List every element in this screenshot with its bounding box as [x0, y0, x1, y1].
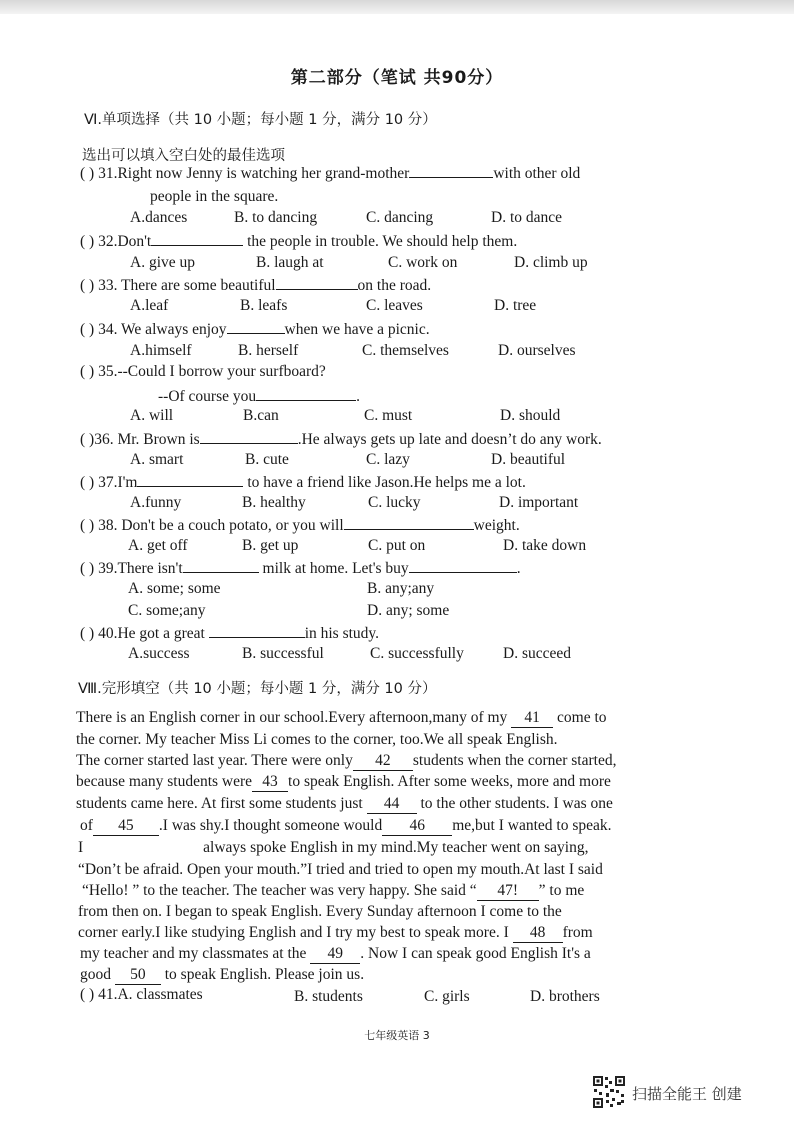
option-b: B. cute: [245, 451, 289, 468]
option-c: C. successfully: [370, 645, 464, 662]
answer-blank: [183, 558, 259, 573]
passage-line: of 45 .I was shy.I thought someone would 46 me,but I wanted to speak.: [80, 817, 612, 834]
blank-number: 41: [511, 709, 553, 728]
option-d: D. important: [499, 494, 579, 511]
option-a: A. smart: [130, 451, 184, 468]
option-c: C. lucky: [368, 494, 421, 511]
question-31-continuation: people in the square.: [150, 188, 279, 205]
option-d: D. any; some: [367, 602, 450, 619]
blank-number: 42: [353, 752, 413, 771]
passage-line: good 50 to speak English. Please join us.: [80, 966, 365, 983]
option-c: C. work on: [388, 254, 458, 271]
question-41: ( ) 41.A. classmates: [80, 986, 203, 1003]
question-35: ( ) 35.--Could I borrow your surfboard?: [80, 363, 326, 380]
passage-line: “Hello! ” to the teacher. The teacher was very happy. She said “ 47! ” to me: [82, 882, 585, 899]
option-c: C. leaves: [366, 297, 423, 314]
question-34: ( ) 34. We always enjoy when we have a picnic.: [80, 321, 430, 338]
option-c: C. dancing: [366, 209, 434, 226]
option-a: A.funny: [130, 494, 182, 511]
answer-blank: [409, 558, 517, 573]
passage-line: the corner. My teacher Miss Li comes to the corner, too.We all speak English.: [76, 731, 558, 748]
option-d: D. should: [500, 407, 561, 424]
option-d: D. beautiful: [491, 451, 566, 468]
question-33: ( ) 33. There are some beautiful on the road.: [80, 277, 432, 294]
answer-blank: [200, 429, 298, 444]
question-37: ( ) 37.I'm to have a friend like Jason.He helps me a lot.: [80, 474, 526, 491]
answer-blank: [227, 319, 285, 334]
scan-top-edge: [0, 0, 794, 14]
option-c: C. themselves: [362, 342, 449, 359]
option-d: D. climb up: [514, 254, 588, 271]
question-31: ( ) 31.Right now Jenny is watching her grand-mother with other old: [80, 165, 581, 182]
option-b: B. laugh at: [256, 254, 324, 271]
passage-line: The corner started last year. There were only 42 students when the corner started,: [76, 752, 617, 769]
option-c: C. some;any: [128, 602, 206, 619]
passage-line: “Don’t be afraid. Open your mouth.”I tried and tried to open my mouth.At last I said: [78, 861, 603, 878]
option-c: C. lazy: [366, 451, 410, 468]
answer-blank: [151, 231, 243, 246]
option-a: A.himself: [130, 342, 192, 359]
blank-number: 46: [382, 817, 452, 836]
option-b: B.can: [243, 407, 279, 424]
question-38: ( ) 38. Don't be a couch potato, or you will weight.: [80, 517, 520, 534]
option-d: D. ourselves: [498, 342, 576, 359]
option-b: B. successful: [242, 645, 324, 662]
passage-line: corner early.I like studying English and I try my best to speak more. I 48 from: [78, 924, 593, 941]
option-a: A.leaf: [130, 297, 169, 314]
answer-blank: [209, 623, 305, 638]
blank-number: 45: [93, 817, 159, 836]
option-b: B. get up: [242, 537, 299, 554]
page-title: 第二部分（笔试 共90分）: [290, 68, 504, 88]
option-b: B. students: [294, 988, 363, 1005]
option-a: A. get off: [128, 537, 188, 554]
passage-line: because many students were 43 to speak English. After some weeks, more and more: [76, 773, 611, 790]
blank-number: 48: [513, 924, 563, 943]
answer-blank: [276, 275, 358, 290]
option-d: D. tree: [494, 297, 537, 314]
option-a: A. will: [130, 407, 174, 424]
option-a: A. some; some: [128, 580, 221, 597]
page-footer: 七年级英语 3: [364, 1029, 430, 1042]
answer-blank: [256, 386, 356, 401]
option-a: A.dances: [130, 209, 188, 226]
qr-code-icon: [592, 1075, 626, 1109]
answer-blank: [344, 515, 474, 530]
question-35-continuation: --Of course you .: [158, 388, 361, 405]
blank-number: 50: [115, 966, 161, 985]
blank-number: 47!: [477, 882, 539, 901]
option-c: C. girls: [424, 988, 470, 1005]
blank-number: 44: [367, 795, 417, 814]
option-c: C. must: [364, 407, 413, 424]
answer-blank: [137, 472, 243, 487]
passage-line: I always spoke English in my mind.My teacher went on saying,: [78, 839, 589, 856]
scanner-watermark: [592, 1073, 772, 1113]
option-b: B. to dancing: [234, 209, 318, 226]
question-40: ( ) 40.He got a great in his study.: [80, 625, 380, 642]
passage-line: my teacher and my classmates at the 49 . Now I can speak good English It's a: [80, 945, 591, 962]
option-d: D. brothers: [530, 988, 600, 1005]
section-6-heading: Ⅵ.单项选择（共 10 小题；每小题 1 分，满分 10 分）: [84, 112, 437, 128]
passage-line: students came here. At first some students just 44 to the other students. I was one: [76, 795, 613, 812]
option-b: B. healthy: [242, 494, 306, 511]
section-6-instruction: 选出可以填入空白处的最佳选项: [82, 148, 285, 164]
option-d: D. succeed: [503, 645, 571, 662]
passage-line: from then on. I began to speak English. Every Sunday afternoon I come to the: [78, 903, 562, 920]
question-32: ( ) 32.Don't the people in trouble. We should help them.: [80, 233, 518, 250]
option-b: B. leafs: [240, 297, 288, 314]
option-b: B. herself: [238, 342, 299, 359]
option-d: D. take down: [503, 537, 587, 554]
passage-line: There is an English corner in our school.Every afternoon,many of my 41 come to: [76, 709, 607, 726]
question-39: ( ) 39.There isn't milk at home. Let's buy .: [80, 560, 521, 577]
section-8-heading: Ⅷ.完形填空（共 10 小题；每小题 1 分，满分 10 分）: [78, 681, 437, 697]
answer-blank: [409, 163, 493, 178]
option-a: A. give up: [130, 254, 196, 271]
question-36: ( )36. Mr. Brown is .He always gets up late and doesn’t do any work.: [80, 431, 602, 448]
blank-number: 43: [252, 773, 288, 792]
option-b: B. any;any: [367, 580, 435, 597]
option-a: A.success: [128, 645, 190, 662]
option-c: C. put on: [368, 537, 426, 554]
option-d: D. to dance: [491, 209, 563, 226]
watermark-text: 扫描全能王 创建: [632, 1085, 742, 1103]
blank-number: 49: [310, 945, 360, 964]
